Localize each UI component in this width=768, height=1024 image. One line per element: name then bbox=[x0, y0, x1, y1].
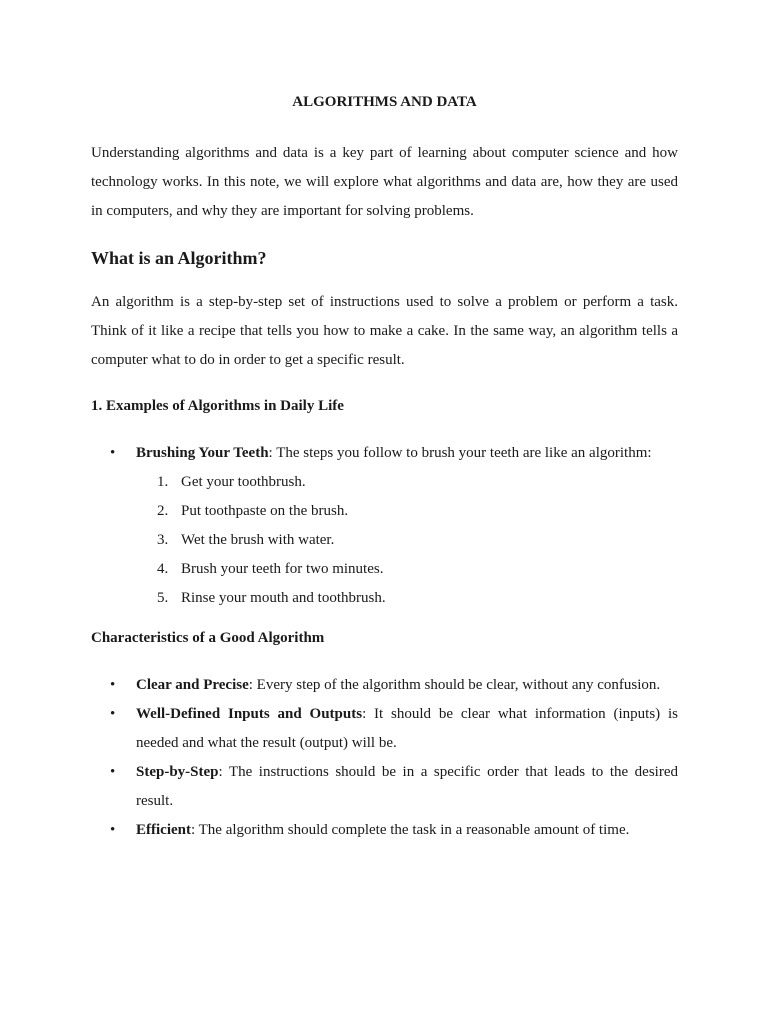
section-heading-algorithm: What is an Algorithm? bbox=[91, 248, 267, 268]
list-item-term: Brushing Your Teeth bbox=[136, 445, 269, 461]
bullet-icon: • bbox=[110, 706, 116, 722]
characteristics-list bbox=[91, 671, 678, 845]
list-item-text: : Every step of the algorithm should be clear, without any confusion. bbox=[248, 677, 661, 693]
step-item bbox=[91, 526, 678, 555]
characteristics-heading: Characteristics of a Good Algorithm bbox=[91, 630, 325, 646]
step-text: Rinse your mouth and toothbrush. bbox=[181, 590, 386, 606]
document-title: ALGORITHMS AND DATA bbox=[292, 94, 477, 110]
bullet-icon: • bbox=[110, 677, 116, 693]
list-item-text: : The instructions should be in a specific order that leads to the desired result. bbox=[136, 764, 678, 809]
step-item bbox=[91, 468, 678, 497]
bullet-icon: • bbox=[110, 822, 116, 838]
algorithm-definition-paragraph: An algorithm is a step-by-step set of instructions used to solve a problem or perform a task. Think of it like a recipe that tells you how to make a cake. In the same way, an algorithm tells a computer what to do in order to get a specific result. bbox=[91, 294, 678, 368]
step-number: 5. bbox=[157, 590, 169, 606]
step-number: 1. bbox=[157, 474, 169, 490]
list-item-term: Step-by-Step bbox=[136, 764, 219, 780]
examples-list bbox=[91, 439, 678, 613]
step-item bbox=[91, 497, 678, 526]
step-item bbox=[91, 584, 678, 613]
list-item-text: : The algorithm should complete the task in a reasonable amount of time. bbox=[190, 822, 630, 838]
intro-paragraph: Understanding algorithms and data is a key part of learning about computer science and how technology works. In this note, we will explore what algorithms and data are, how they are used in computers, and why they are important for solving problems. bbox=[91, 145, 678, 219]
list-item bbox=[91, 671, 678, 700]
toothbrush-steps-list bbox=[91, 468, 678, 613]
step-text: Put toothpaste on the brush. bbox=[181, 503, 349, 519]
list-item bbox=[91, 439, 678, 613]
step-number: 4. bbox=[157, 561, 169, 577]
step-text: Wet the brush with water. bbox=[181, 532, 335, 548]
examples-heading: 1. Examples of Algorithms in Daily Life bbox=[91, 398, 344, 414]
list-item bbox=[91, 758, 678, 816]
step-text: Get your toothbrush. bbox=[181, 474, 306, 490]
list-item-term: Well-Defined Inputs and Outputs bbox=[136, 706, 363, 722]
list-item-term: Clear and Precise bbox=[136, 677, 249, 693]
list-item-text: : The steps you follow to brush your teeth are like an algorithm: bbox=[268, 445, 652, 461]
list-item bbox=[91, 700, 678, 758]
list-item bbox=[91, 816, 678, 845]
step-item bbox=[91, 555, 678, 584]
step-text: Brush your teeth for two minutes. bbox=[181, 561, 384, 577]
list-item-text: : It should be clear what information (inputs) is needed and what the result (output) will be. bbox=[136, 706, 678, 751]
step-number: 3. bbox=[157, 532, 169, 548]
bullet-icon: • bbox=[110, 764, 116, 780]
step-number: 2. bbox=[157, 503, 169, 519]
list-item-term: Efficient bbox=[136, 822, 191, 838]
document-page bbox=[91, 92, 678, 845]
bullet-icon: • bbox=[110, 445, 116, 461]
